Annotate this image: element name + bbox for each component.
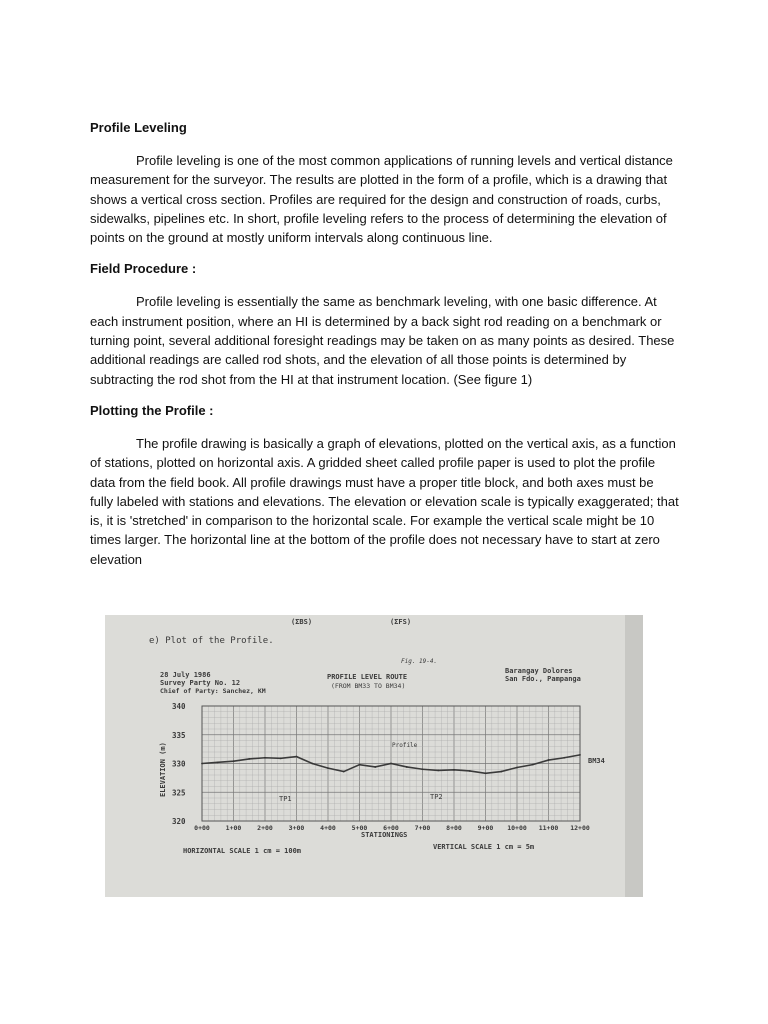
x-tick-label: 11+00 xyxy=(538,824,559,832)
annotation-profile: Profile xyxy=(392,742,418,749)
top-label-fs: (ΣFS) xyxy=(390,618,412,626)
profile-point xyxy=(485,772,487,774)
profile-point xyxy=(422,768,424,770)
profile-point xyxy=(500,771,502,773)
section-heading: Field Procedure : xyxy=(90,261,197,277)
x-tick-label: 6+00 xyxy=(383,824,399,832)
profile-point xyxy=(390,763,392,765)
profile-point xyxy=(437,770,439,772)
x-tick-label: 0+00 xyxy=(194,824,210,832)
profile-point xyxy=(233,760,235,762)
y-tick-label: 320 xyxy=(172,817,186,826)
profile-point xyxy=(359,764,361,766)
title-block-center xyxy=(327,673,407,690)
profile-figure-photo xyxy=(105,615,643,897)
x-tick-label: 3+00 xyxy=(288,824,305,832)
section-plotting-profile xyxy=(90,401,680,569)
annotation-tp2: TP2 xyxy=(430,793,443,801)
x-tick-label: 1+00 xyxy=(225,824,242,832)
y-axis-label: ELEVATION (m) xyxy=(159,742,167,797)
profile-point xyxy=(548,759,550,761)
profile-point xyxy=(264,757,266,759)
title-block-right xyxy=(505,667,581,683)
top-label-bs: (ΣBS) xyxy=(291,618,313,626)
profile-point xyxy=(280,757,282,759)
section-heading: Plotting the Profile : xyxy=(90,402,214,418)
y-tick-label: 325 xyxy=(172,788,186,798)
vertical-scale-note: VERTICAL SCALE 1 cm = 5m xyxy=(433,843,535,851)
x-tick-label: 10+00 xyxy=(507,824,527,832)
y-tick-label: 335 xyxy=(172,730,186,740)
profile-chart xyxy=(105,615,643,897)
title-from-to: (FROM BM33 TO BM34) xyxy=(331,682,406,690)
section-paragraph: Profile leveling is essentially the same as benchmark leveling, with one basic difference. At each instrument position, where an HI is determined by a back sight rod reading on a benchmark or turning point, several additional foresight readings may be taken on as many points as desired. These additional readings are called rod shots, and the elevation of all those points is determined by subtracting the rod shot from the HI at that instrument location. (See figure 1) xyxy=(90,294,675,387)
profile-point xyxy=(296,756,298,758)
x-axis-label: STATIONINGS xyxy=(361,831,408,839)
section-paragraph: The profile drawing is basically a graph of elevations, plotted on the vertical axis, as a function of stations, plotted on horizontal axis. A gridded sheet called profile paper is used to plot the profile data from the field book. All profile drawings must have a proper title block, and both axes must be fully labeled with stations and elevations. The elevation or elevation scale is typically exaggerated; that is, it is 'stretched' in comparison to the horizontal scale. For example the vertical scale might be 10 times larger. The horizontal line at the bottom of the profile does not necessary have to start at zero elevation xyxy=(90,435,679,567)
x-tick-label: 7+00 xyxy=(414,824,431,832)
title-municipality: San Fdo., Pampanga xyxy=(505,675,581,683)
profile-point xyxy=(469,770,471,772)
y-tick-label: 340 xyxy=(172,702,186,711)
section-paragraph: Profile leveling is one of the most common applications of running levels and vertical distance measurement for the surveyor. The results are plotted in the form of a profile, which is a drawing that shows a vertical cross section. Profiles are required for the design and construction of roads, curbs, sidewalks, pipelines etc. In short, profile leveling refers to the process of determining the elevation of points on the ground at mostly uniform intervals along continuous line. xyxy=(90,153,673,246)
profile-point xyxy=(343,771,345,773)
profile-point xyxy=(516,767,518,769)
profile-point xyxy=(406,766,408,768)
profile-point xyxy=(579,754,581,756)
title-barangay: Barangay Dolores xyxy=(505,667,573,675)
profile-point xyxy=(327,767,329,769)
profile-point xyxy=(248,758,250,760)
figure-number: Fig. 19-4. xyxy=(401,658,438,665)
annotation-bm34: BM34 xyxy=(588,757,605,765)
paper-shadow xyxy=(625,615,643,897)
x-tick-label: 4+00 xyxy=(320,824,336,832)
title-date: 28 July 1986 xyxy=(160,671,211,679)
x-tick-label: 8+00 xyxy=(446,824,462,832)
profile-point xyxy=(201,763,203,765)
section-profile-leveling xyxy=(90,118,680,247)
x-tick-label: 12+00 xyxy=(570,824,590,832)
x-tick-label: 2+00 xyxy=(257,824,273,832)
title-party: Survey Party No. 12 xyxy=(160,679,241,687)
profile-point xyxy=(563,757,565,759)
horizontal-scale-note: HORIZONTAL SCALE 1 cm = 100m xyxy=(183,847,302,855)
profile-point xyxy=(453,769,455,771)
x-tick-label: 9+00 xyxy=(477,824,494,832)
x-tick-label: 5+00 xyxy=(351,824,368,832)
annotation-tp1: TP1 xyxy=(279,795,292,803)
profile-point xyxy=(217,761,219,763)
title-chief: Chief of Party: Sanchez, KM xyxy=(160,687,266,695)
document-body xyxy=(90,118,680,581)
figure-caption: e) Plot of the Profile. xyxy=(149,636,274,646)
title-route: PROFILE LEVEL ROUTE xyxy=(327,673,408,681)
section-field-procedure xyxy=(90,259,680,388)
profile-point xyxy=(311,763,313,765)
y-tick-label: 330 xyxy=(172,759,186,769)
profile-point xyxy=(374,766,376,768)
section-heading: Profile Leveling xyxy=(90,120,187,135)
profile-point xyxy=(532,764,534,766)
